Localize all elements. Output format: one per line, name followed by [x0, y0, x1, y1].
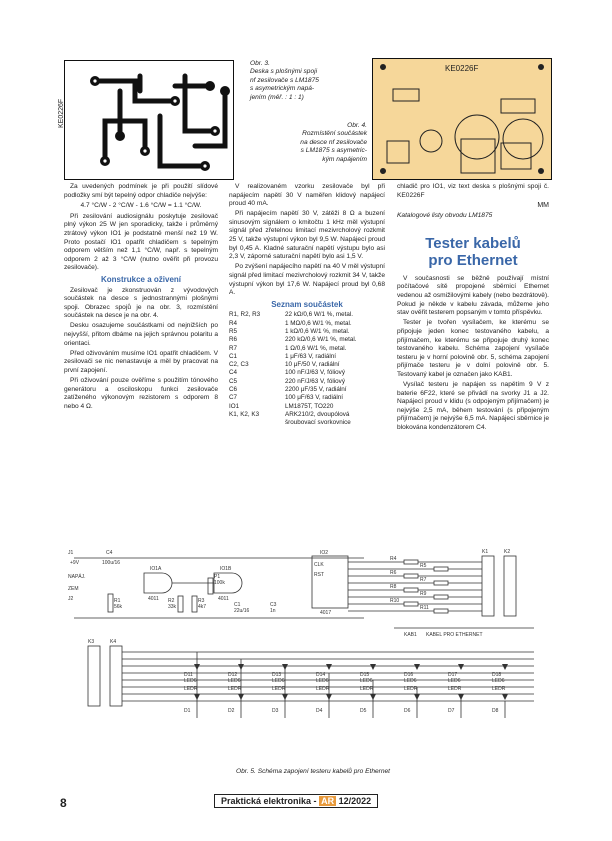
part-ref: R1, R2, R3: [229, 311, 261, 319]
led-label: LEDR: [360, 686, 374, 692]
parts-row: [229, 378, 385, 386]
label-k1: K1: [482, 549, 489, 555]
part-ref: C1: [229, 352, 238, 360]
led-pair: [448, 664, 464, 718]
label-resistor: R4: [390, 556, 397, 562]
led-label: LEDR: [492, 686, 506, 692]
label-4011a: 4011: [148, 596, 159, 602]
led-label: LEDR: [316, 686, 330, 692]
part-value: 2200 μF/35 V, radiální: [285, 385, 347, 393]
label-resistor: R8: [390, 584, 397, 590]
parts-row: [229, 311, 385, 319]
label-4011b: 4011: [218, 596, 229, 602]
led-label: D18: [492, 672, 502, 678]
label-4017: 4017: [320, 610, 332, 616]
part-ref: C4: [229, 369, 238, 377]
part-value: 1 kΩ/0,6 W/1 %, metal.: [285, 327, 350, 335]
label-r1: R1: [114, 598, 121, 604]
led-label: D6: [404, 708, 411, 714]
parts-row: [229, 411, 385, 419]
section-heading-seznam: Seznam součástek: [271, 299, 343, 309]
ethernet-tester-schematic: [64, 548, 550, 762]
parts-row: [229, 328, 385, 336]
label-resistor: R5: [420, 563, 427, 569]
part-value: 1 Ω/0,6 W/1 %, metal.: [285, 344, 347, 352]
label-r3: R3: [198, 598, 205, 604]
label-resistor: R9: [420, 591, 427, 597]
part-ref: C2, C3: [229, 361, 249, 369]
component-placement-figure: [372, 58, 552, 180]
led-label: LEDR: [404, 686, 418, 692]
led-pair: [492, 664, 508, 718]
parts-row: [229, 336, 385, 344]
led-label: D7: [448, 708, 455, 714]
part-value: 100 μF/63 V, radiální: [285, 394, 344, 402]
fig3-caption: Obr. 3. Deska s plošnými spoji nf zesilovače s LM1875 s asymetrickým napá- jením (měř. : 1 : 1): [250, 60, 319, 101]
led-label: D2: [228, 708, 235, 714]
label-plus9v: +9V: [70, 560, 80, 566]
part-ref: C5: [229, 377, 238, 385]
label-r2-value: 33k: [168, 604, 177, 610]
label-k3: K3: [88, 639, 95, 645]
label-resistor: R11: [420, 605, 429, 611]
part-ref: C7: [229, 394, 238, 402]
led-label: D12: [228, 672, 238, 678]
component-placement-drawing: [373, 59, 551, 179]
led-label: LED6: [228, 678, 241, 684]
placement-board-code: KE0226F: [445, 64, 479, 73]
label-r1-value: 56k: [114, 604, 123, 610]
parts-row: [229, 345, 385, 353]
page-number: 8: [60, 796, 67, 810]
label-c1: C1: [234, 602, 241, 608]
led-pair: [184, 652, 200, 718]
led-label: D17: [448, 672, 458, 678]
label-r2: R2: [168, 598, 175, 604]
label-k2: K2: [504, 549, 511, 555]
led-label: LEDR: [228, 686, 242, 692]
led-label: D15: [360, 672, 370, 678]
magazine-footer: Praktická elektronika - AR 12/2022: [214, 794, 378, 808]
parts-row: [229, 353, 385, 361]
part-value: ARK210/2, dvoupólová: [285, 410, 350, 418]
part-ref: R6: [229, 336, 238, 344]
right-column: chladič pro IO1, viz text deska s plošnými spoji č. KE0226F MM Katalogové listy obvodu LM1875 Tester kabelů pro Ethernet V současnosti se běžně používají místní počítačové sítě propojené sběrnicí Ethernet vedenou až osmižilovými kabely (nebo bezdrátově). Pokud je někde v kabelu závada, můžeme jeho stav ověřit testerem popsaným v tomto příspěvku. Tester je tvořen vysílačem, ke kterému se připojuje jeden konec testovaného kabelu, a přijímačem, ke kterému se připojuje druhý konec testovaného kabelu. Schéma zapojení vysílače testeru je v horní polovině obr. 5, schéma zapojení přijímače testeru je v dolní polovině obr. 5. Testovaný kabel je označen jako KAB1. Vysílač testeru je napájen ss napětím 9 V z baterie 6F22, které se přivádí na svorky J1 a J2. Napájecí proud v klidu (s odpojeným přijímačem) je nejvýše 2,5 mA, během testování (s připojeným přijímačem) je nejvýše 6,5 mA. Napájecí sběrnice je blokována kondenzátorem C4.: [397, 183, 549, 431]
led-pair: [360, 664, 376, 718]
part-value: 220 kΩ/0,6 W/1 %, metal.: [285, 336, 357, 344]
label-resistor: R10: [390, 598, 400, 604]
parts-row: [229, 394, 385, 402]
led-label: D14: [316, 672, 326, 678]
parts-row: [229, 419, 385, 427]
parts-row: [229, 369, 385, 377]
led-pair: [316, 664, 332, 718]
led-pair: [404, 664, 420, 718]
part-ref: R4: [229, 319, 238, 327]
label-p1: P1: [214, 574, 221, 580]
fig5-caption: Obr. 5. Schéma zapojení testeru kabelů pro Ethernet: [235, 768, 391, 775]
label-c1-value: 22u/16: [234, 608, 250, 614]
label-k4: K4: [110, 639, 117, 645]
label-j2: J2: [68, 596, 74, 602]
led-label: D4: [316, 708, 323, 714]
part-value: 100 nF/J/63 V, fóliový: [285, 369, 345, 377]
part-ref: R7: [229, 344, 238, 352]
led-label: LED6: [360, 678, 373, 684]
led-label: D16: [404, 672, 414, 678]
part-value: šroubovací svorkovnice: [285, 419, 351, 427]
label-c4-value: 100u/16: [102, 560, 121, 566]
article-title: Tester kabelů pro Ethernet: [425, 234, 521, 269]
led-label: D13: [272, 672, 282, 678]
part-ref: K1, K2, K3: [229, 410, 260, 418]
led-label: LED6: [184, 678, 197, 684]
parts-row: [229, 361, 385, 369]
led-label: D11: [184, 672, 193, 678]
label-napaj: NAPÁJ.: [68, 574, 86, 580]
led-pair: [228, 659, 244, 718]
part-ref: C6: [229, 385, 238, 393]
part-value: 1 MΩ/0,6 W/1 %, metal.: [285, 319, 352, 327]
led-label: D3: [272, 708, 279, 714]
label-io1a: IO1A: [150, 566, 162, 572]
label-p1-value: 100k: [214, 580, 225, 586]
fig4-caption: Obr. 4. Rozmístění součástek na desce nf zesilovače s LM1875 s asymetric- kým napájením: [300, 122, 367, 163]
label-rst: RST: [314, 572, 324, 578]
part-value: 22 kΩ/0,6 W/1 %, metal.: [285, 311, 354, 319]
led-label: LED6: [448, 678, 461, 684]
parts-row: [229, 403, 385, 411]
part-value: LM1875T, TO220: [285, 402, 334, 410]
led-label: LED6: [492, 678, 505, 684]
led-label: LED6: [316, 678, 329, 684]
label-io2: IO2: [320, 550, 329, 556]
label-resistor: R7: [420, 577, 427, 583]
led-pair: [272, 664, 288, 718]
label-c3: C3: [270, 602, 277, 608]
parts-row: [229, 320, 385, 328]
led-label: LEDR: [272, 686, 286, 692]
parts-list: [229, 311, 385, 427]
middle-column: V realizovaném vzorku zesilovače byl při napájecím napětí 30 V naměřen klidový napájecí proud 40 mA. Při napájecím napětí 30 V, zátěži 8 Ω a buzení sinusovým signálem o kmitočtu 1 kHz měl výstupní signál před zřetelnou limitací mezivrcholový rozkmit 25 V, takže výstupní výkon byl 9,5 W. Napájecí proud byl 0,45 A. Kladné saturační napětí výstupu bylo asi 2,3 V, záporné saturační napětí bylo asi 1,5 V. Po zvýšení napájecího napětí na 40 V měl výstupní signál před limitací mezivrcholový rozkmit 34 V, takže výstupní výkon byl 17,6 W. Napájecí proud byl 0,68 A. Seznam součástek R1, R2, R3 22 kΩ/0,6 W/1 %, metal. R4 1 MΩ/0,6 W/1 %, metal. R5 1 kΩ/0,6 W/1 %, metal. R6 220 kΩ/0,6 W/1 %, metal. R7 1 Ω/0,6 W/1 %, metal. C1 1 μF/63 V, radiální C2, C3 10 μF/50 V, radiální C4 100 nF/J/63 V, fóliový C5 220 nF/J/63 V, fóliový C6 2200 μF/35 V, radiální C7 100 μF/63 V, radiální IO1 LM1875T, TO220 K1, K2, K3 ARK210/2, dvoupólová šroubovací svorkovnice: [229, 183, 385, 427]
label-c4: C4: [106, 550, 113, 556]
part-ref: [229, 419, 285, 427]
led-label: LEDR: [184, 686, 198, 692]
pcb-track-figure: [64, 60, 234, 180]
label-clk: CLK: [314, 562, 324, 568]
label-io1b: IO1B: [220, 566, 232, 572]
led-label: D5: [360, 708, 367, 714]
left-column: Za uvedených podmínek je při použití slídové podložky smí být tepelný odpor chladiče nejvýše: 4.7 °C/W - 2 °C/W - 1.6 °C/W = 1.1 °C/W. Při zesilování audiosignálu poskytuje zesilovač plný výkon 25 W jen sporadicky, takže i průměrný ztrátový výkon IO1 je podstatně menší než 19 W. Proto postačí IO1 opatřit chladičem s tepelným odporem větším než 1,1 °C/W, např. s tepelným odporem 2 až 3 °C/W (nutno ověřit při provozu zesilovače). Konstrukce a oživení Zesilovač je zkonstruován z vývodových součástek na desce s jednostrannými plošnými spoji. Obrazec spojů je na obr. 3, rozmístění součástek na desce je na obr. 4. Desku osazujeme součástkami od nejnižších po nejvyšší, přitom dbáme na jejich správnou polaritu a orientaci. Před oživováním musíme IO1 opatřit chladičem. V zesilovači se nic nenastavuje a měl by pracovat na první zapojení. Při oživování pouze ověříme s použitím tónového generátoru a osciloskopu funkci zesilovače zatíženého výkonovým rezistorem s odporem 8 nebo 4 Ω.: [64, 183, 218, 410]
part-ref: R5: [229, 327, 238, 335]
label-zem: ZEM: [68, 586, 79, 592]
label-resistor: R6: [390, 570, 397, 576]
parts-row: [229, 386, 385, 394]
label-c3-value: 1n: [270, 608, 276, 614]
schematic-drawing: [64, 548, 550, 762]
label-cable: KABEL PRO ETHERNET: [426, 632, 483, 638]
label-r3-value: 4k7: [198, 604, 207, 610]
led-label: LEDR: [448, 686, 462, 692]
part-value: 10 μF/50 V, radiální: [285, 361, 340, 369]
led-label: LED6: [404, 678, 417, 684]
label-j1: J1: [68, 550, 74, 556]
part-ref: IO1: [229, 402, 240, 410]
label-kab1: KAB1: [404, 632, 417, 638]
led-label: LED6: [272, 678, 285, 684]
led-label: D1: [184, 708, 191, 714]
part-value: 1 μF/63 V, radiální: [285, 352, 337, 360]
pcb-code-vertical: KE0226F: [58, 98, 65, 128]
part-value: 220 nF/J/63 V, fóliový: [285, 377, 345, 385]
section-heading-konstrukce: Konstrukce a oživení: [100, 274, 182, 284]
pcb-track-drawing: [65, 61, 233, 179]
led-label: D8: [492, 708, 499, 714]
